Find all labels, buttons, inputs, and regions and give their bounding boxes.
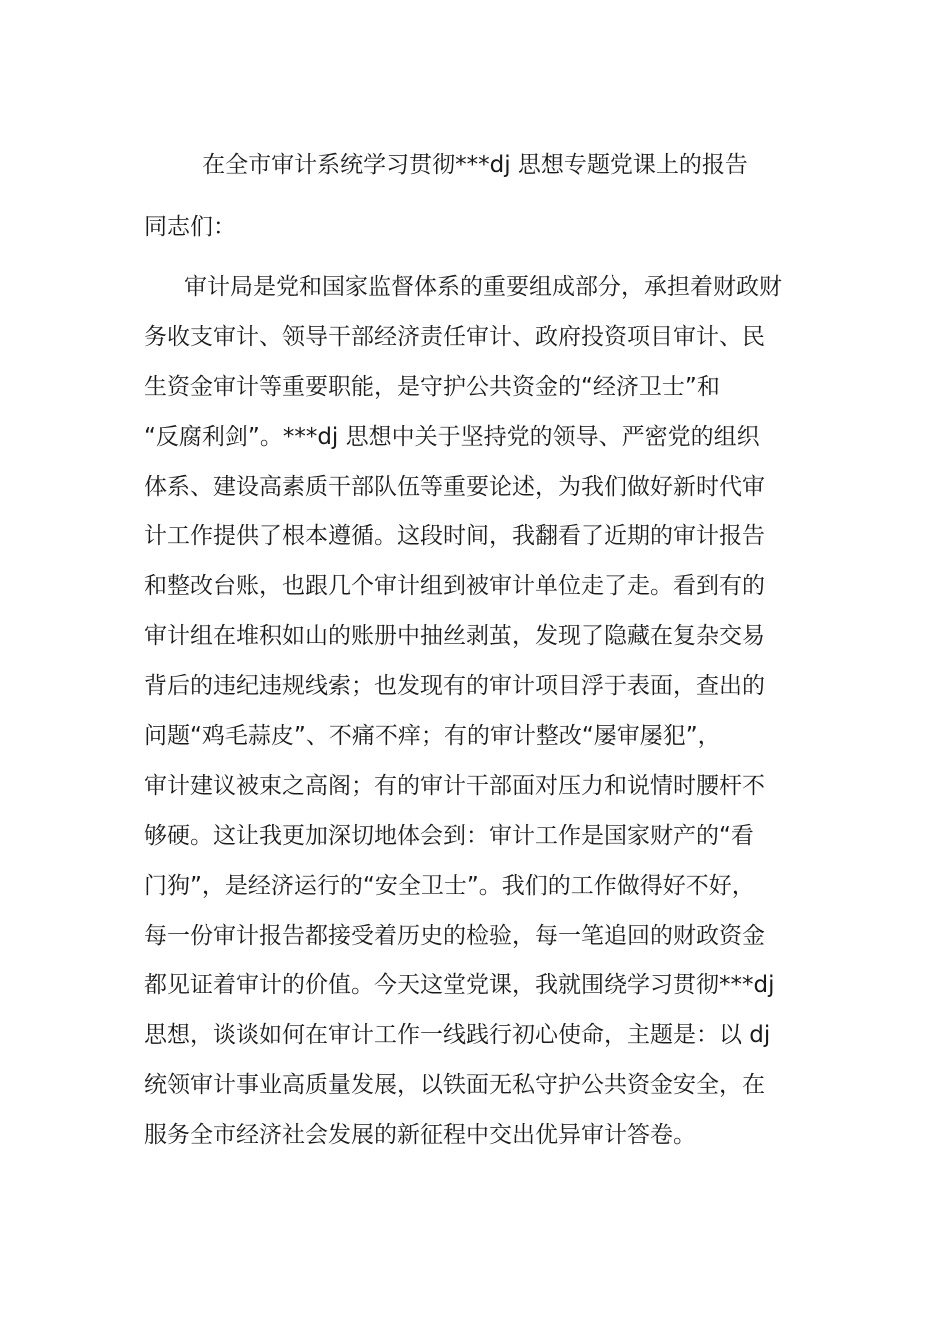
paragraph-line: 审计建议被束之高阁；有的审计干部面对压力和说情时腰杆不 [144, 772, 765, 799]
paragraph-line: “反腐利剑”。***dj 思想中关于坚持党的领导、严密党的组织 [144, 423, 760, 450]
paragraph-line: 门狗”，是经济运行的“安全卫士”。我们的工作做得好不好， [144, 872, 755, 899]
paragraph-line: 都见证着审计的价值。今天这堂党课，我就围绕学习贯彻***dj [144, 972, 775, 999]
paragraph-line: 审计局是党和国家监督体系的重要组成部分，承担着财政财 [184, 274, 782, 300]
document-title-text: 在全市审计系统学习贯彻***dj 思想专题党课上的报告 [202, 152, 748, 178]
salutation: 同志们： [144, 214, 236, 240]
paragraph-line: 够硬。这让我更加深切地体会到：审计工作是国家财产的“看 [144, 822, 754, 849]
paragraph-line: 审计组在堆积如山的账册中抽丝剥茧，发现了隐藏在复杂交易 [144, 623, 765, 650]
document-title [0, 148, 950, 182]
body-paragraph [144, 270, 824, 1168]
paragraph-line: 体系、建设高素质干部队伍等重要论述，为我们做好新时代审 [144, 473, 765, 500]
paragraph-line: 统领审计事业高质量发展，以铁面无私守护公共资金安全，在 [144, 1072, 765, 1099]
paragraph-line: 服务全市经济社会发展的新征程中交出优异审计答卷。 [144, 1122, 696, 1149]
paragraph-line: 每一份审计报告都接受着历史的检验，每一笔追回的财政资金 [144, 922, 765, 949]
paragraph-line: 务收支审计、领导干部经济责任审计、政府投资项目审计、民 [144, 323, 765, 350]
paragraph-line: 问题“鸡毛蒜皮”、不痛不痒；有的审计整改“屡审屡犯”， [144, 723, 721, 750]
paragraph-line: 生资金审计等重要职能，是守护公共资金的“经济卫士”和 [144, 373, 720, 400]
paragraph-line: 背后的违纪违规线索；也发现有的审计项目浮于表面，查出的 [144, 673, 765, 700]
paragraph-line: 计工作提供了根本遵循。这段时间，我翻看了近期的审计报告 [144, 523, 765, 550]
paragraph-line: 思想，谈谈如何在审计工作一线践行初心使命，主题是：以 dj [144, 1022, 771, 1049]
paragraph-line: 和整改台账，也跟几个审计组到被审计单位走了走。看到有的 [144, 573, 765, 600]
